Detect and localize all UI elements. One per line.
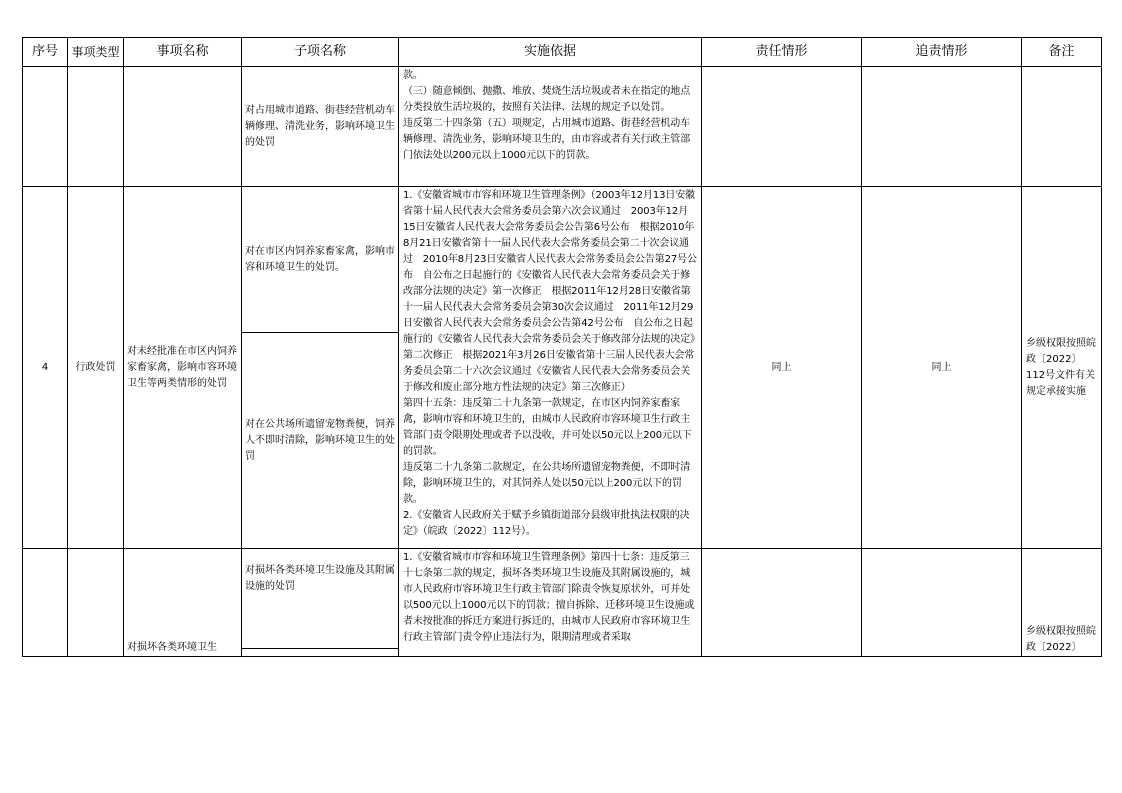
header-name: 事项名称 (124, 38, 242, 67)
responsibility-cell: 同上 (702, 187, 862, 549)
header-basis: 实施依据 (399, 38, 702, 67)
basis-cell (399, 187, 702, 549)
header-accountability: 追责情形 (862, 38, 1022, 67)
basis-text: 1.《安徽省城市市容和环境卫生管理条例》第四十七条：违反第三十七条第二款的规定，损坏各类环境卫生设施及其附属设施的，城市人民政府市容环境卫生行政主管部门除责令恢复原状外，可并处以500元以上1000元以下的罚款；擅自拆除、迁移环境卫生设施或者未按批准的拆迁方案进行拆迁的，由城市人民政府市容环境卫生行政主管部门责令停止违法行为，限期清理或者采取 (403, 552, 695, 643)
basis-text: 款。 （三）随意倾倒、抛撒、堆放、焚烧生活垃圾或者未在指定的地点分类投放生活垃圾的，按照有关法律、法规的规定予以处罚。 违反第二十四条第（五）项规定，占用城市道路、街巷经营机动车辆修理、清洗业务，影响环境卫生的，由市容或者有关行政主管部门依法处以200元以上1000元以下的罚款。 (403, 70, 691, 161)
basis-text: 1.《安徽省城市市容和环境卫生管理条例》（2003年12月13日安徽省第十届人民代表大会常务委员会第六次会议通过 2003年12月15日安徽省人民代表大会常务委员会公告第6号公布 根据2010年8月21日安徽省第十一届人民代表大会常务委员会第二十次会议通过 2010年8月23日安徽省人民代表大会常务委员会公告第27号公布 自公布之日起施行的《安徽省人民代表大会常务委员会关于修改部分法规的决定》第一次修正 根据2011年12月28日安徽省第十一届人民代表大会常务委员会第30次会议通过 2011年12月29日安徽省人民代表大会常务委员会公告第42号公布 自公布之日起施行的《安徽省人民代表大会常务委员会关于修改部分法规的决定》第二次修正 根据2021年3月26日安徽省第十三届人民代表大会常务委员会第二十六次会议通过《安徽省人民代表大会常务委员会关于修改和废止部分地方性法规的决定》第三次修正） 第四十五条：违反第二十九条第一款规定，在市区内饲养家畜家禽，影响市容和环境卫生的，由城市人民政府市容环境卫生行政主管部门责令限期处理或者予以没收，并可处以50元以上200元以下的罚款。 违反第二十九条第二款规定，在公共场所遗留宠物粪便，不即时清除，影响环境卫生的，对其饲养人处以50元以上200元以下的罚款。 2.《安徽省人民政府关于赋予乡镇街道部分县级审批执法权限的决定》（皖政〔2022〕112号）。 (403, 190, 697, 537)
type-cell (68, 67, 124, 187)
header-type: 事项类型 (68, 38, 124, 67)
name-cell (124, 67, 242, 187)
seq-cell (23, 549, 68, 657)
remark-cell (1022, 67, 1102, 187)
header-row (23, 38, 1102, 67)
type-cell: 行政处罚 (68, 187, 124, 549)
responsibility-cell (702, 549, 862, 657)
header-seq: 序号 (23, 38, 68, 67)
responsibility-cell (702, 67, 862, 187)
table-row (23, 187, 1102, 333)
header-responsibility: 责任情形 (702, 38, 862, 67)
sub-item-cell (242, 649, 399, 657)
seq-cell (23, 67, 68, 187)
name-text: 对损坏各类环境卫生 (127, 642, 217, 653)
remark-cell (1022, 549, 1102, 657)
accountability-cell (862, 549, 1022, 657)
table-row (23, 549, 1102, 649)
remark-cell: 乡级权限按照皖政〔2022〕112号文件有关规定承接实施 (1022, 187, 1102, 549)
header-sub-item: 子项名称 (242, 38, 399, 67)
accountability-cell: 同上 (862, 187, 1022, 549)
accountability-cell (862, 67, 1022, 187)
sub-item-cell: 对占用城市道路、街巷经营机动车辆修理、清洗业务，影响环境卫生的处罚 (242, 67, 399, 187)
table-row (23, 67, 1102, 187)
header-remark: 备注 (1022, 38, 1102, 67)
sub-item-cell: 对损坏各类环境卫生设施及其附属设施的处罚 (242, 549, 399, 649)
name-cell: 对未经批准在市区内饲养家畜家禽，影响市容环境卫生等两类情形的处罚 (124, 187, 242, 549)
sub-item-cell: 对在公共场所遗留宠物粪便，饲养人不即时清除，影响环境卫生的处罚 (242, 333, 399, 549)
basis-cell (399, 549, 702, 657)
responsibility-table (22, 37, 1102, 657)
name-cell (124, 549, 242, 657)
basis-cell (399, 67, 702, 187)
remark-text: 乡级权限按照皖政〔2022〕 (1026, 626, 1096, 653)
sub-item-cell: 对在市区内饲养家畜家禽，影响市容和环境卫生的处罚。 (242, 187, 399, 333)
seq-cell: 4 (23, 187, 68, 549)
type-cell (68, 549, 124, 657)
